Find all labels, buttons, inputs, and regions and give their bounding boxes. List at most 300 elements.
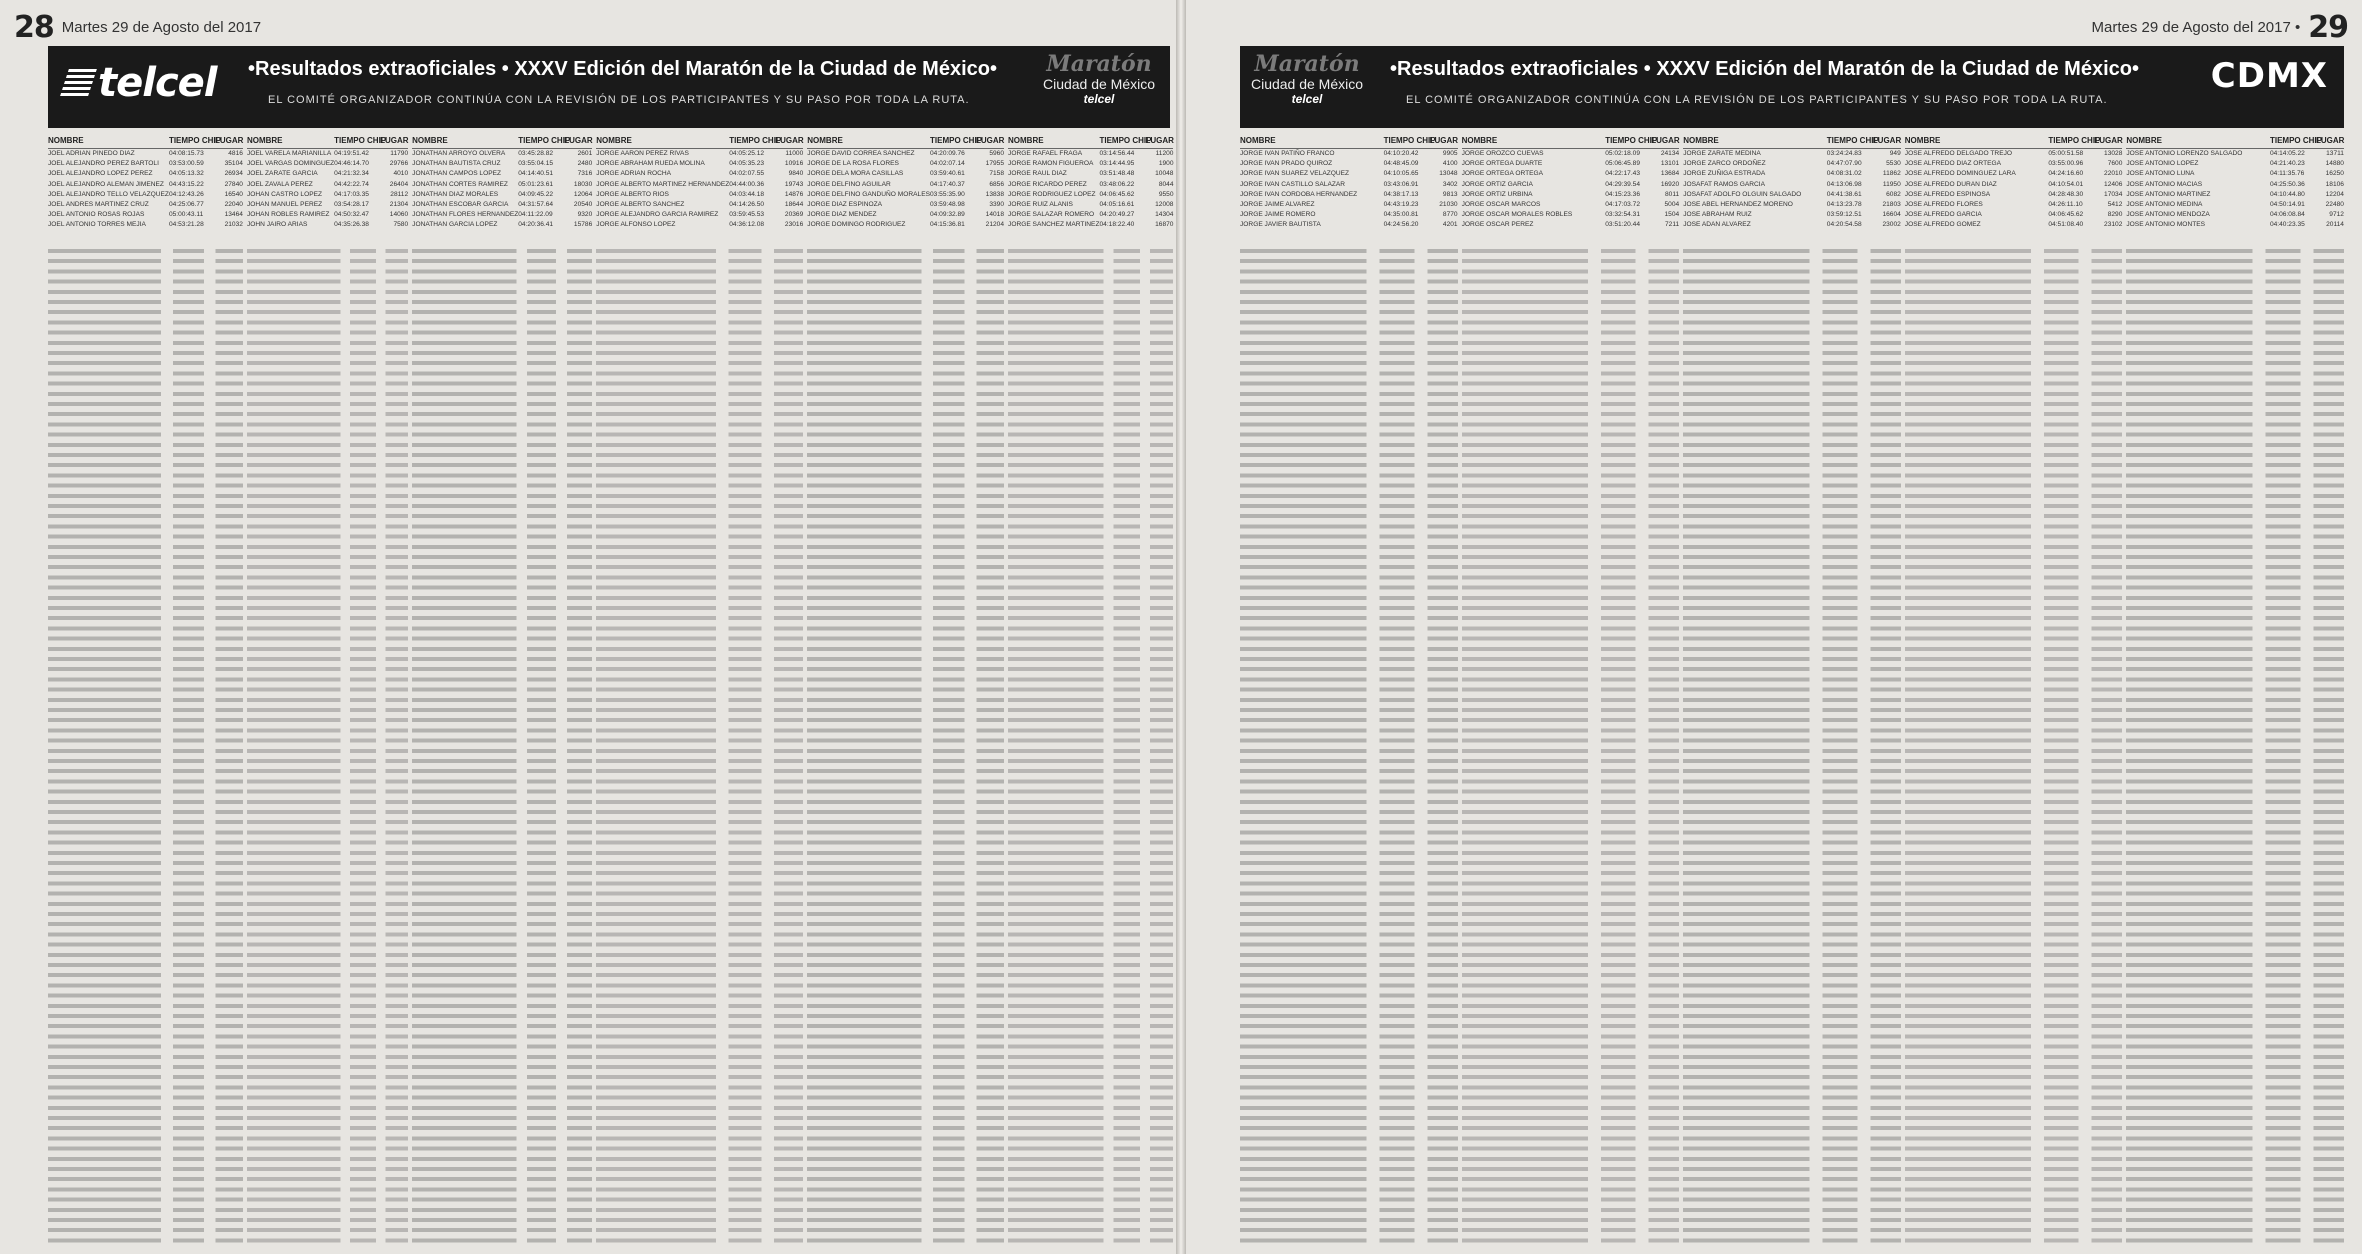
runner-name: JORGE DELFINO GANDUÑO MORALES — [807, 190, 931, 198]
runner-name: JOEL ANTONIO ROSAS ROJAS — [48, 211, 145, 219]
runner-name: JORGE DIAZ MENDEZ — [807, 211, 877, 219]
column-header — [807, 134, 1004, 149]
column-header — [1008, 134, 1173, 149]
chip-time: 04:05:13.32 — [168, 170, 204, 178]
table-row — [1462, 210, 1680, 220]
runner-name: JOSE ADAN ALVAREZ — [1683, 221, 1751, 229]
chip-time: 04:03:44.18 — [729, 190, 765, 198]
placement: 18106 — [2325, 180, 2344, 188]
table-row — [1905, 169, 2123, 179]
placement: 14876 — [784, 190, 804, 198]
chip-time: 05:02:18.09 — [1605, 150, 1641, 157]
table-row — [1905, 220, 2123, 230]
chip-time: 04:05:16.61 — [1099, 201, 1135, 209]
placement: 11000 — [785, 150, 804, 157]
header-name: NOMBRE — [412, 136, 448, 145]
chip-time: 04:02:07.55 — [729, 170, 765, 178]
runner-name: JOSE ANTONIO LORENZO SALGADO — [2126, 150, 2243, 157]
table-row — [412, 149, 592, 159]
chip-time: 03:55:35.90 — [930, 190, 965, 198]
header-position: LUGAR — [1651, 136, 1680, 145]
banner-subheadline: EL COMITÉ ORGANIZADOR CONTINÚA CON LA REVISIÓN DE LOS PARTICIPANTES Y SU PASO POR TODA LA RUTA. — [268, 94, 970, 106]
placement: 13028 — [2104, 150, 2123, 157]
runner-name: JOSE ALFREDO GARCIA — [1904, 211, 1982, 219]
runner-name: JORGE RICARDO PEREZ — [1008, 180, 1087, 188]
header-position: LUGAR — [564, 136, 593, 145]
placement: 23016 — [784, 221, 804, 229]
runner-name: JONATHAN ESCOBAR GARCIA — [412, 201, 509, 209]
runner-name: JOSE ABEL HERNANDEZ MORENO — [1683, 201, 1793, 209]
placement: 35104 — [224, 160, 243, 168]
column-header — [596, 134, 803, 149]
placement: 12008 — [1155, 201, 1174, 209]
runner-name: JORGE AARON PEREZ RIVAS — [596, 150, 689, 157]
runner-name: JORGE ALFONSO LOPEZ — [596, 221, 676, 229]
runner-name: JOEL ALEJANDRO ALEMAN JIMENEZ — [48, 180, 164, 188]
left-folio — [14, 10, 269, 44]
runner-name: JORGE ALBERTO MARTINEZ HERNANDEZ — [596, 180, 730, 188]
table-row — [1683, 190, 1901, 200]
runner-name: JONATHAN ARROYO OLVERA — [412, 150, 506, 157]
runner-name: JONATHAN CAMPOS LOPEZ — [412, 170, 502, 178]
table-row — [1008, 190, 1173, 200]
chip-time: 04:41:38.61 — [1826, 190, 1862, 198]
runner-name: JORGE SALAZAR ROMERO — [1008, 211, 1095, 219]
table-row — [596, 200, 803, 210]
table-row — [1683, 210, 1901, 220]
runner-name: JOEL ANDRES MARTINEZ CRUZ — [48, 201, 149, 209]
marathon-logo: Maratón Ciudad de México telcel — [1250, 51, 1364, 106]
placement: 11950 — [1882, 180, 1901, 188]
runner-name: JOSAFAT RAMOS GARCIA — [1683, 180, 1766, 188]
header-time: TIEMPO CHIP — [729, 136, 782, 145]
runner-name: JOHAN ROBLES RAMIREZ — [246, 211, 330, 219]
placement: 16250 — [2325, 170, 2344, 178]
table-row — [596, 149, 803, 159]
placement: 27840 — [224, 180, 243, 188]
table-row — [1462, 169, 1680, 179]
placement: 13838 — [985, 190, 1005, 198]
runner-name: JOSAFAT ADOLFO OLGUIN SALGADO — [1683, 190, 1802, 198]
placement: 26934 — [224, 170, 243, 178]
runner-name: JORGE ORTIZ URBINA — [1461, 190, 1533, 198]
runner-name: JONATHAN GARCIA LOPEZ — [412, 221, 498, 229]
table-row — [48, 210, 243, 220]
chip-time: 03:59:12.51 — [1826, 211, 1862, 219]
column-header — [2126, 134, 2344, 149]
table-row — [807, 180, 1004, 190]
chip-time: 04:22:17.43 — [1605, 170, 1641, 178]
sponsor-logo: telcel — [64, 60, 217, 106]
results-column — [2126, 134, 2344, 1248]
runner-name: JORGE RAMON FIGUEROA — [1008, 160, 1094, 168]
table-row — [2126, 200, 2344, 210]
header-time: TIEMPO CHIP — [168, 136, 221, 145]
chip-time: 04:50:32.47 — [334, 211, 369, 219]
chip-time: 03:48:06.22 — [1099, 180, 1135, 188]
header-time: TIEMPO CHIP — [1605, 136, 1658, 145]
header-name: NOMBRE — [1904, 136, 1941, 145]
chip-time: 04:11:22.09 — [518, 211, 553, 219]
placement: 2480 — [577, 160, 593, 168]
chip-time: 04:13:23.78 — [1826, 201, 1862, 209]
placement: 22480 — [2325, 201, 2344, 209]
placement: 14018 — [985, 211, 1005, 219]
chip-time: 04:43:15.22 — [168, 180, 204, 188]
placement: 18030 — [573, 180, 593, 188]
placement: 21032 — [224, 221, 243, 229]
placement: 9550 — [1158, 190, 1174, 198]
placement: 13464 — [224, 211, 243, 219]
chip-time: 04:02:07.14 — [930, 160, 965, 168]
chip-time: 05:06:45.89 — [1605, 160, 1641, 168]
placement: 4100 — [1442, 160, 1458, 168]
results-column — [1008, 134, 1173, 1248]
runner-name: JORGE ZARCO ORDOÑEZ — [1683, 160, 1766, 168]
chip-time: 04:20:36.41 — [518, 221, 554, 229]
runner-name: JOSE ALFREDO GOMEZ — [1904, 221, 1981, 229]
chip-time: 03:43:06.91 — [1383, 180, 1419, 188]
table-row — [1462, 180, 1680, 190]
chip-time: 04:29:39.54 — [1605, 180, 1641, 188]
chip-time: 04:35:26.38 — [334, 221, 369, 229]
placement: 16604 — [1882, 211, 1901, 219]
column-header — [412, 134, 592, 149]
chip-time: 04:17:40.37 — [930, 180, 965, 188]
runner-name: JORGE DAVID CORREA SANCHEZ — [807, 150, 915, 157]
table-row — [2126, 159, 2344, 169]
placement: 21204 — [985, 221, 1005, 229]
table-row — [1240, 200, 1458, 210]
header-name: NOMBRE — [246, 136, 283, 145]
chip-time: 04:17:03.72 — [1605, 201, 1641, 209]
placement: 29766 — [389, 160, 409, 168]
table-row — [1683, 220, 1901, 230]
header-position: LUGAR — [1429, 136, 1459, 145]
runner-name: JORGE ALBERTO RIOS — [596, 190, 669, 198]
runner-name: JONATHAN DIAZ MORALES — [412, 190, 499, 198]
chip-time: 04:24:56.20 — [1383, 221, 1419, 229]
runner-name: JOEL ALEJANDRO LOPEZ PEREZ — [48, 170, 153, 178]
runner-name: JOHN JAIRO ARIAS — [246, 221, 308, 229]
placement: 17034 — [2104, 190, 2123, 198]
chip-time: 04:31:57.64 — [518, 201, 554, 209]
placement: 12064 — [573, 190, 593, 198]
table-row — [596, 190, 803, 200]
runner-name: JOHAN MANUEL PEREZ — [246, 201, 323, 209]
left-page — [0, 0, 1176, 1254]
marathon-logo: Maratón Ciudad de México telcel — [1042, 51, 1156, 106]
table-row — [247, 159, 408, 169]
page-gutter — [1176, 0, 1186, 1254]
placement: 9905 — [1442, 150, 1458, 157]
runner-name: JOSE ANTONIO MACIAS — [2126, 180, 2203, 188]
chip-time: 04:35:00.81 — [1383, 211, 1419, 219]
chip-time: 03:55:04.15 — [518, 160, 554, 168]
placement: 12406 — [2104, 180, 2123, 188]
table-row — [1683, 200, 1901, 210]
runner-name: JORGE ABRAHAM RUEDA MOLINA — [596, 160, 705, 168]
chip-time: 05:00:43.11 — [168, 211, 204, 219]
placement: 20540 — [573, 201, 593, 209]
runner-name: JOSE ANTONIO MARTINEZ — [2126, 190, 2211, 198]
table-row — [1905, 180, 2123, 190]
runner-name: JOSE ALFREDO ESPINOSA — [1904, 190, 1991, 198]
placement: 3402 — [1442, 180, 1458, 188]
chip-time: 04:25:50.36 — [2269, 180, 2305, 188]
header-name: NOMBRE — [807, 136, 843, 145]
table-row — [1240, 180, 1458, 190]
placement: 5412 — [2107, 201, 2123, 209]
placement: 8011 — [1665, 190, 1680, 198]
placement: 28112 — [390, 190, 409, 198]
chip-time: 04:20:09.76 — [930, 150, 965, 157]
placement: 4816 — [228, 150, 243, 157]
table-row — [412, 210, 592, 220]
column-header — [1240, 134, 1458, 149]
chip-time: 04:08:15.73 — [168, 150, 204, 157]
placement: 11790 — [390, 150, 409, 157]
table-row — [596, 210, 803, 220]
table-row — [807, 200, 1004, 210]
placement: 4201 — [1442, 221, 1458, 229]
table-row — [1462, 220, 1680, 230]
table-row — [1905, 149, 2123, 159]
table-row — [1905, 210, 2123, 220]
runner-name: JONATHAN CORTES RAMIREZ — [412, 180, 508, 188]
table-row — [1683, 169, 1901, 179]
chip-time: 04:44:00.36 — [729, 180, 765, 188]
placement: 11862 — [1882, 170, 1901, 178]
table-row — [48, 159, 243, 169]
chip-time: 03:59:48.98 — [930, 201, 965, 209]
table-row — [2126, 210, 2344, 220]
header-time: TIEMPO CHIP — [1826, 136, 1879, 145]
chip-time: 03:53:00.59 — [168, 160, 204, 168]
runner-name: JOSE ALFREDO FLORES — [1904, 201, 1983, 209]
placement: 10048 — [1155, 170, 1174, 178]
banner-subheadline: EL COMITÉ ORGANIZADOR CONTINÚA CON LA REVISIÓN DE LOS PARTICIPANTES Y SU PASO POR TODA LA RUTA. — [1406, 94, 2108, 106]
runner-name: JOSE ALFREDO DURAN DIAZ — [1904, 180, 1997, 188]
table-row — [1240, 169, 1458, 179]
illegible-results-text — [1683, 246, 1901, 1248]
runner-name: JORGE JAIME ROMERO — [1240, 211, 1316, 219]
chip-time: 04:43:19.23 — [1383, 201, 1419, 209]
table-row — [412, 159, 592, 169]
header-name: NOMBRE — [596, 136, 632, 145]
chip-time: 04:11:35.76 — [2269, 170, 2305, 178]
table-row — [2126, 149, 2344, 159]
header-name: NOMBRE — [1008, 136, 1044, 145]
table-row — [48, 169, 243, 179]
placement: 20114 — [2326, 221, 2344, 229]
runner-name: JORGE JAIME ALVAREZ — [1240, 201, 1315, 209]
runner-name: JOEL ZARATE GARCIA — [246, 170, 318, 178]
results-column — [1905, 134, 2123, 1248]
right-folio — [2084, 10, 2348, 44]
illegible-results-text — [2126, 246, 2344, 1248]
header-time: TIEMPO CHIP — [2048, 136, 2101, 145]
illegible-results-text — [412, 246, 592, 1248]
placement: 8044 — [1158, 180, 1174, 188]
runner-name: JOEL VARELA MARIANILLA — [246, 150, 332, 157]
table-row — [807, 159, 1004, 169]
table-row — [247, 200, 408, 210]
runner-name: JORGE ZUÑIGA ESTRADA — [1683, 170, 1766, 178]
placement: 7316 — [577, 170, 593, 178]
runner-name: JORGE ORTIZ GARCIA — [1461, 180, 1533, 188]
chip-time: 04:14:26.50 — [729, 201, 765, 209]
runner-name: JORGE IVAN PRADO QUIROZ — [1240, 160, 1333, 168]
placement: 19743 — [784, 180, 804, 188]
runner-name: JOEL ALEJANDRO PEREZ BARTOLI — [48, 160, 159, 168]
right-page — [1186, 0, 2362, 1254]
runner-name: JOEL ZAVALA PEREZ — [246, 180, 313, 188]
table-row — [1008, 200, 1173, 210]
chip-time: 03:14:44.95 — [1099, 160, 1135, 168]
results-column — [807, 134, 1004, 1248]
table-row — [1008, 159, 1173, 169]
chip-time: 03:59:40.61 — [930, 170, 965, 178]
chip-time: 04:06:45.62 — [2048, 211, 2084, 219]
chip-time: 04:14:05.22 — [2269, 150, 2305, 157]
runner-name: JOSE ANTONIO LOPEZ — [2126, 160, 2199, 168]
placement: 24134 — [1660, 150, 1680, 157]
header-position: LUGAR — [775, 136, 804, 145]
placement: 10916 — [784, 160, 804, 168]
placement: 7158 — [989, 170, 1005, 178]
chip-time: 04:08:31.02 — [1826, 170, 1862, 178]
chip-time: 04:19:51.42 — [334, 150, 369, 157]
illegible-results-text — [807, 246, 1004, 1248]
page-number: 29 — [2308, 9, 2348, 45]
header-name: NOMBRE — [1683, 136, 1719, 145]
chip-time: 04:18:22.40 — [1099, 221, 1135, 229]
runner-name: JOEL VARGAS DOMINGUEZ — [246, 160, 335, 168]
runner-name: JORGE ALBERTO SANCHEZ — [596, 201, 685, 209]
placement: 21304 — [389, 201, 409, 209]
chip-time: 04:05:35.23 — [729, 160, 765, 168]
table-row — [2126, 220, 2344, 230]
table-row — [1905, 159, 2123, 169]
runner-name: JORGE ADRIAN ROCHA — [596, 170, 672, 178]
chip-time: 04:50:14.91 — [2269, 201, 2305, 209]
placement: 22010 — [2104, 170, 2123, 178]
table-row — [48, 149, 243, 159]
runner-name: JORGE ORTEGA ORTEGA — [1461, 170, 1544, 178]
runner-name: JORGE OSCAR MARCOS — [1461, 201, 1541, 209]
results-banner — [1240, 46, 2344, 128]
chip-time: 04:26:11.10 — [2048, 201, 2083, 209]
left-results-columns — [48, 134, 1174, 1248]
chip-time: 04:38:17.13 — [1383, 190, 1419, 198]
chip-time: 04:14:40.51 — [518, 170, 554, 178]
table-row — [247, 180, 408, 190]
table-row — [1240, 159, 1458, 169]
runner-name: JORGE JAVIER BAUTISTA — [1240, 221, 1321, 229]
runner-name: JORGE DE LA ROSA FLORES — [807, 160, 899, 168]
placement: 15786 — [573, 221, 593, 229]
placement: 6856 — [989, 180, 1005, 188]
table-row — [2126, 180, 2344, 190]
runner-name: JORGE RODRIGUEZ LOPEZ — [1008, 190, 1096, 198]
chip-time: 03:54:28.17 — [334, 201, 369, 209]
chip-time: 04:25:06.77 — [168, 201, 204, 209]
placement: 26404 — [389, 180, 409, 188]
runner-name: JOEL ANTONIO TORRES MEJIA — [48, 221, 146, 229]
column-header — [48, 134, 243, 149]
placement: 5004 — [1664, 201, 1680, 209]
placement: 13101 — [1660, 160, 1680, 168]
runner-name: JOSE ALFREDO DOMINGUEZ LARA — [1904, 170, 2016, 178]
table-row — [412, 180, 592, 190]
page-number: 28 — [14, 9, 54, 45]
placement: 5960 — [989, 150, 1005, 157]
table-row — [1008, 220, 1173, 230]
chip-time: 03:32:54.31 — [1605, 211, 1641, 219]
header-time: TIEMPO CHIP — [1099, 136, 1152, 145]
runner-name: JORGE IVAN CORDOBA HERNANDEZ — [1240, 190, 1358, 198]
chip-time: 04:06:45.62 — [1099, 190, 1135, 198]
header-time: TIEMPO CHIP — [518, 136, 571, 145]
illegible-results-text — [1462, 246, 1680, 1248]
table-row — [1905, 190, 2123, 200]
table-row — [1462, 149, 1680, 159]
placement: 13711 — [2326, 150, 2344, 157]
table-row — [807, 210, 1004, 220]
header-time: TIEMPO CHIP — [2269, 136, 2322, 145]
chip-time: 04:10:54.01 — [2048, 180, 2084, 188]
table-row — [807, 220, 1004, 230]
chip-time: 04:10:05.65 — [1383, 170, 1419, 178]
table-row — [1240, 220, 1458, 230]
table-row — [247, 190, 408, 200]
runner-name: JORGE IVAN CASTILLO SALAZAR — [1240, 180, 1346, 188]
chip-time: 05:00:51.58 — [2048, 150, 2084, 157]
placement: 21803 — [1882, 201, 1901, 209]
chip-time: 04:06:08.84 — [2269, 211, 2305, 219]
runner-name: JOSE ANTONIO MENDOZA — [2126, 211, 2210, 219]
placement: 16870 — [1155, 221, 1174, 229]
table-row — [1683, 180, 1901, 190]
table-row — [247, 169, 408, 179]
page-date: Martes 29 de Agosto del 2017 — [61, 18, 262, 36]
runner-name: JOHAN CASTRO LOPEZ — [246, 190, 323, 198]
placement: 3390 — [989, 201, 1005, 209]
header-position: LUGAR — [380, 136, 409, 145]
runner-name: JORGE RAFAEL FRAGA — [1008, 150, 1083, 157]
chip-time: 04:15:36.81 — [930, 221, 965, 229]
chip-time: 04:10:44.80 — [2269, 190, 2305, 198]
illegible-results-text — [596, 246, 803, 1248]
results-column — [1240, 134, 1458, 1248]
placement: 14880 — [2325, 160, 2344, 168]
chip-time: 04:42:22.74 — [334, 180, 369, 188]
placement: 13684 — [1660, 170, 1680, 178]
table-row — [1683, 159, 1901, 169]
placement: 11200 — [1155, 150, 1174, 157]
table-row — [247, 220, 408, 230]
header-position: LUGAR — [1145, 136, 1174, 145]
illegible-results-text — [1905, 246, 2123, 1248]
runner-name: JORGE OSCAR MORALES ROBLES — [1461, 211, 1573, 219]
header-time: TIEMPO CHIP — [930, 136, 983, 145]
runner-name: JOSE ALFREDO DIAZ ORTEGA — [1904, 160, 2002, 168]
table-row — [48, 180, 243, 190]
placement: 7580 — [393, 221, 409, 229]
chip-time: 03:45:28.82 — [518, 150, 554, 157]
header-name: NOMBRE — [1240, 136, 1276, 145]
